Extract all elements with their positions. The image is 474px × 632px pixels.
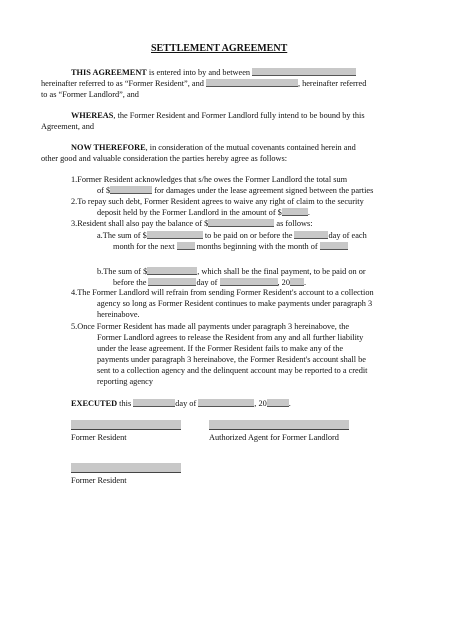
executed-lead: EXECUTED bbox=[71, 399, 118, 408]
p4-line-3: hereinabove. bbox=[97, 310, 140, 319]
p3a-text-5: months beginning with the month of bbox=[194, 242, 318, 251]
months-count-blank[interactable] bbox=[177, 242, 195, 250]
p3a-line-1 bbox=[97, 230, 367, 241]
p4-line-2: agency so long as Former Resident continues to make payments under paragraph 3 bbox=[97, 299, 373, 308]
deposit-amount-blank[interactable] bbox=[282, 208, 308, 216]
final-month-blank[interactable] bbox=[220, 278, 278, 286]
executed-text-3: , 20 bbox=[254, 399, 267, 408]
former-resident-signature-line-1[interactable] bbox=[71, 420, 181, 430]
p3-text-1: 3.Resident shall also pay the balance of $ bbox=[71, 219, 209, 228]
p3b-text-6: . bbox=[303, 278, 307, 287]
p3b-text-2: , which shall be the final payment, to be paid on or bbox=[197, 267, 366, 276]
p1-text-2: of $ bbox=[97, 186, 111, 195]
p2-line-1: 2.To repay such debt, Former Resident agrees to waive any right of claim to the security bbox=[71, 197, 364, 206]
p1-line-1: 1.Former Resident acknowledges that s/he owes the Former Landlord the total sum bbox=[71, 175, 348, 184]
intro-line-1 bbox=[71, 67, 356, 78]
party-2-blank[interactable] bbox=[206, 79, 298, 87]
p3b-text-4: day of bbox=[196, 278, 218, 287]
p3a-line-2 bbox=[113, 241, 348, 252]
executed-text-4: . bbox=[288, 399, 291, 408]
now-text-1: , in consideration of the mutual covenants contained herein and bbox=[145, 143, 356, 152]
whereas-line-2: Agreement, and bbox=[41, 122, 94, 131]
party-1-blank[interactable] bbox=[252, 68, 356, 76]
p2-text-3: . bbox=[307, 208, 310, 217]
p3b-text-5: , 20 bbox=[277, 278, 290, 287]
p3b-text-1: b.The sum of $ bbox=[97, 267, 148, 276]
executed-month-blank[interactable] bbox=[198, 399, 254, 407]
installment-day-blank[interactable] bbox=[294, 231, 328, 239]
p5-line-1: 5.Once Former Resident has made all payments under paragraph 3 hereinabove, the bbox=[71, 322, 350, 331]
whereas-line-1 bbox=[71, 110, 365, 121]
start-month-blank[interactable] bbox=[320, 242, 348, 250]
p3-text-2: as follows: bbox=[274, 219, 313, 228]
former-resident-signature-line-2[interactable] bbox=[71, 463, 181, 473]
damages-amount-blank[interactable] bbox=[110, 186, 152, 194]
final-year-blank[interactable] bbox=[290, 278, 307, 287]
balance-amount-blank[interactable] bbox=[208, 219, 274, 227]
p5-line-3: under the lease agreement. If the Former Resident fails to make any of the bbox=[97, 344, 344, 353]
document-title: SETTLEMENT AGREEMENT bbox=[151, 43, 288, 54]
intro-text-2: hereinafter referred to as “Former Resident”, and bbox=[41, 79, 204, 88]
intro-line-3: to as “Former Landlord”, and bbox=[41, 90, 139, 99]
p5-line-2: Former Landlord agrees to release the Resident from any and all further liability bbox=[97, 333, 364, 342]
p3a-text-1: a.The sum of $ bbox=[97, 231, 147, 240]
p2-text-2: deposit held by the Former Landlord in the amount of $ bbox=[97, 208, 282, 217]
now-lead: NOW THEREFORE bbox=[71, 143, 146, 152]
p3b-line-1 bbox=[97, 266, 366, 277]
p1-text-3: for damages under the lease agreement signed between the parties bbox=[152, 186, 374, 195]
final-day-blank[interactable] bbox=[148, 278, 196, 286]
now-line-1 bbox=[71, 142, 356, 153]
former-resident-label-2: Former Resident bbox=[71, 476, 127, 485]
p3a-text-4: month for the next bbox=[113, 242, 175, 251]
intro-text-1: is entered into by and between bbox=[146, 68, 251, 77]
p5-line-6: reporting agency bbox=[97, 377, 153, 386]
whereas-lead: WHEREAS bbox=[71, 111, 114, 120]
p3a-text-3: day of each bbox=[328, 231, 367, 240]
agent-signature-line[interactable] bbox=[209, 420, 349, 430]
whereas-text-1: , the Former Resident and Former Landlord fully intend to be bound by this bbox=[113, 111, 365, 120]
executed-text-2: day of bbox=[175, 399, 197, 408]
p5-line-5: sent to a collection agency and the delinquent account may be reported to a credit bbox=[97, 366, 368, 375]
executed-line bbox=[71, 398, 291, 409]
intro-lead: THIS AGREEMENT bbox=[71, 68, 147, 77]
p3b-text-3: before the bbox=[113, 278, 147, 287]
installment-amount-blank[interactable] bbox=[147, 231, 203, 239]
p5-line-4: payments under paragraph 3 hereinabove, the Former Resident's account shall be bbox=[97, 355, 366, 364]
p4-line-1: 4.The Former Landlord will refrain from sending Former Resident's account to a collection bbox=[71, 288, 374, 297]
p2-line-2 bbox=[97, 207, 310, 218]
intro-text-3: , hereinafter referred bbox=[297, 79, 367, 88]
intro-line-2 bbox=[41, 78, 366, 89]
final-amount-blank[interactable] bbox=[147, 267, 197, 275]
agent-label: Authorized Agent for Former Landlord bbox=[209, 433, 339, 442]
p3-line-1 bbox=[71, 218, 313, 229]
p3a-text-2: to be paid on or before the bbox=[202, 231, 293, 240]
executed-year-blank[interactable] bbox=[267, 399, 289, 407]
p1-line-2 bbox=[97, 185, 373, 196]
former-resident-label-1: Former Resident bbox=[71, 433, 127, 442]
now-line-2: other good and valuable consideration the parties hereby agree as follows: bbox=[41, 154, 288, 163]
executed-text-1: this bbox=[117, 399, 132, 408]
executed-day-blank[interactable] bbox=[133, 399, 175, 407]
